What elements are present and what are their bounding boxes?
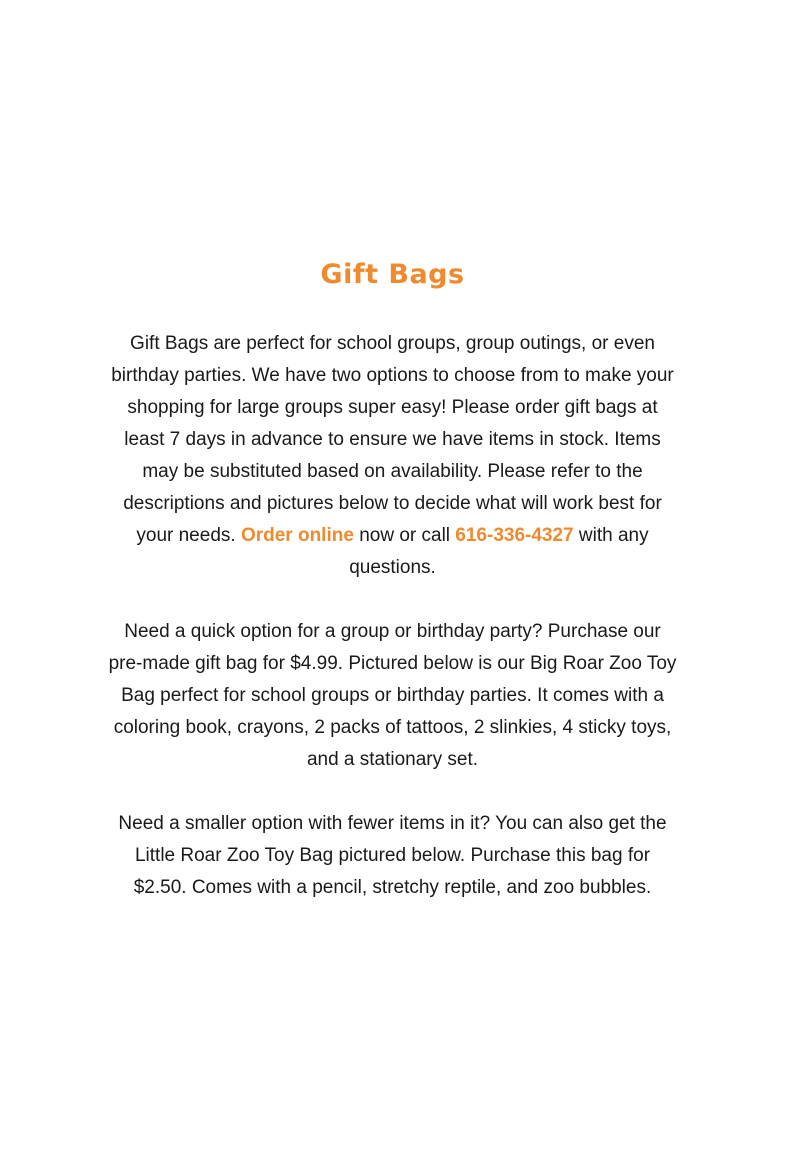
order-online-link[interactable]: Order online [240,525,354,546]
phone-link[interactable]: 616-336-4327 [455,525,574,546]
little-bag-paragraph: Need a smaller option with fewer items in it? You can also get the Little Roar Zoo Toy Bag pictured below. Purchase this bag for $2.50. Comes with a pencil, stretchy reptile, and zoo bubbles. [118,813,667,898]
intro-text: Gift Bags are perfect for school groups, group outings, or even birthday parties. We have two options to choose from to make your shopping for large groups super easy! Please order gift bags at least 7 days in advance to ensure we have items in stock. Items may be substituted based on availability. Please refer to the descriptions and pictures below to decide what will work best for your needs. [111,333,674,546]
page-title: Gift Bags [320,259,465,290]
intro-closing-text: with any questions. [349,525,649,578]
intro-call-text: now or call [353,525,456,546]
big-bag-paragraph: Need a quick option for a group or birthday party? Purchase our pre-made gift bag for $4.99. Pictured below is our Big Roar Zoo Toy Bag perfect for school groups or birthday parties. It comes with a coloring book, crayons, 2 packs of tattoos, 2 slinkies, 4 sticky toys, and a stationary set. [108,621,677,770]
intro-paragraph [108,328,677,584]
content-column [108,328,677,936]
